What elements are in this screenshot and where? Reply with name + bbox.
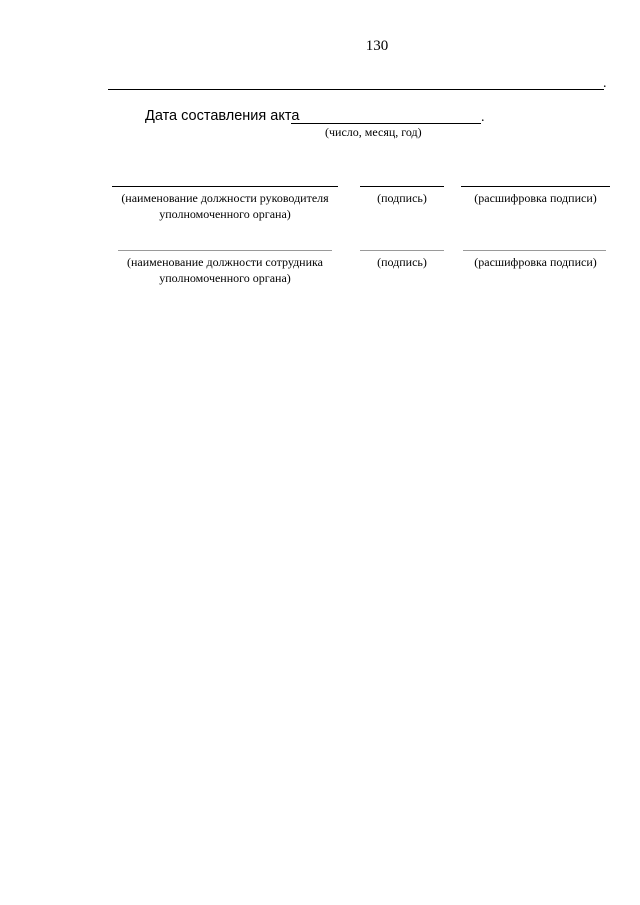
decoding-line <box>461 186 610 187</box>
date-fill-line <box>291 123 481 124</box>
position-caption-line2: уполномоченного органа) <box>159 207 291 221</box>
date-label: Дата составления акта <box>145 108 300 124</box>
position-caption-line1: (наименование должности сотрудника <box>126 255 324 269</box>
position-caption-line2: уполномоченного органа) <box>159 271 291 285</box>
position-caption <box>112 254 338 286</box>
signature-caption: (подпись) <box>377 191 427 205</box>
header-underline-period: . <box>603 76 607 91</box>
date-fill-period: . <box>481 110 485 125</box>
signature-line <box>360 186 444 187</box>
decoding-caption: (расшифровка подписи) <box>474 191 597 205</box>
header-underline <box>108 89 604 90</box>
decoding-caption: (расшифровка подписи) <box>474 255 597 269</box>
date-caption: (число, месяц, год) <box>325 125 422 139</box>
page-number: 130 <box>365 38 389 54</box>
signature-caption: (подпись) <box>377 255 427 269</box>
position-line <box>118 250 332 251</box>
position-caption <box>112 190 338 222</box>
position-line <box>112 186 338 187</box>
decoding-line <box>463 250 606 251</box>
signature-line <box>360 250 444 251</box>
position-caption-line1: (наименование должности руководителя <box>121 191 329 205</box>
